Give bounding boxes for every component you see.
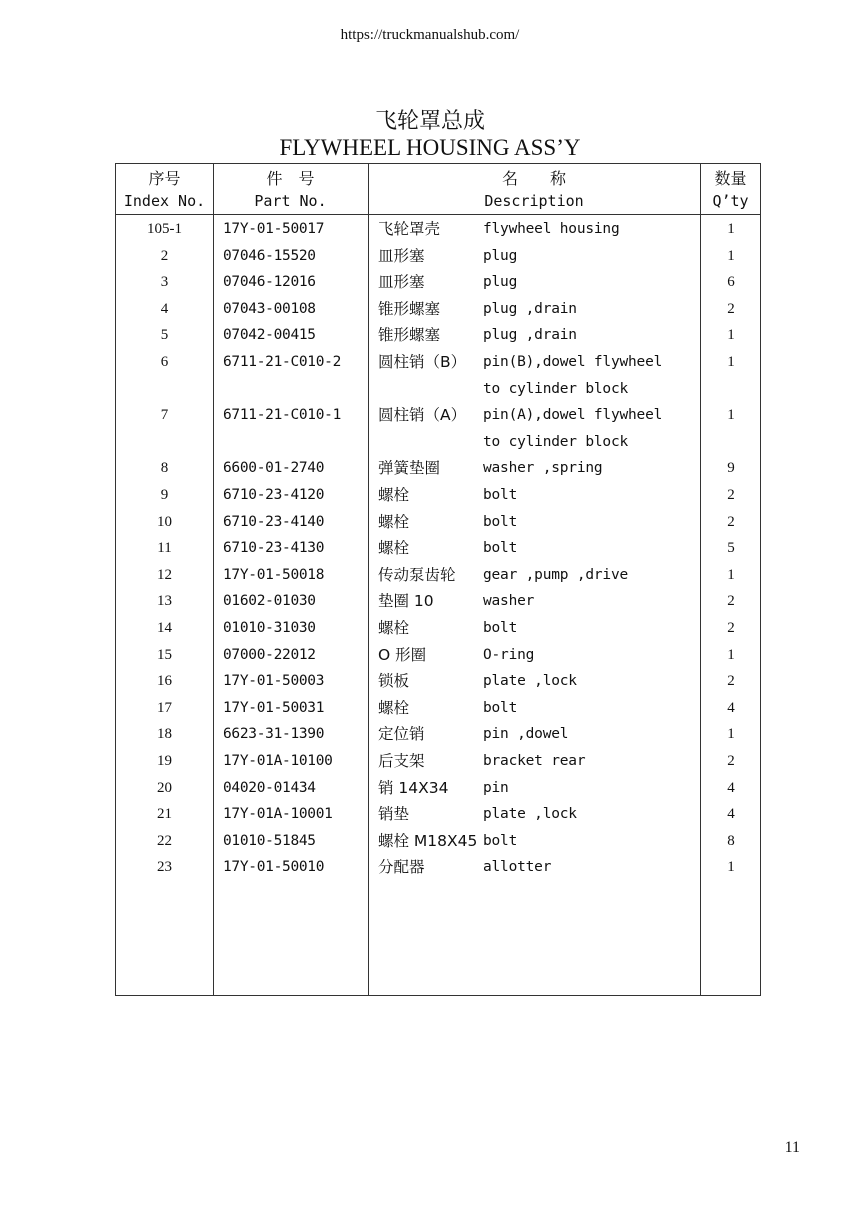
row-qty: 2 (727, 593, 735, 610)
row-name-en: gear ,pump ,drive (483, 566, 629, 583)
table-row (116, 562, 760, 589)
header-index-cn: 序号 (148, 169, 181, 188)
row-name-cn: 定位销 (378, 725, 425, 744)
row-part-number: 07043-00108 (223, 300, 316, 317)
row-index: 10 (157, 513, 172, 530)
row-qty: 1 (727, 247, 735, 264)
row-name-en: bolt (483, 487, 518, 503)
row-qty: 2 (727, 753, 735, 769)
row-name-en: bolt (483, 699, 518, 716)
row-name-en: plug ,drain (483, 300, 577, 317)
row-qty: 8 (727, 832, 735, 849)
row-name-en: washer (483, 593, 535, 610)
row-qty: 5 (727, 540, 735, 557)
row-name-cn: 螺栓 M18X45 (378, 831, 478, 850)
row-name-cn: 弹簧垫圈 (378, 459, 441, 478)
row-qty: 2 (727, 513, 735, 530)
row-part-number: 6711-21-C010-2 (223, 354, 342, 370)
row-part-number: 07042-00415 (223, 327, 316, 344)
row-name-en: pin(A),dowel flywheel (483, 407, 663, 424)
row-part-number: 17Y-01-50017 (223, 221, 325, 237)
row-index: 15 (157, 646, 172, 663)
row-name-cn: 销 14X34 (378, 778, 449, 797)
row-name-cn: 垫圈 10 (378, 592, 434, 611)
source-url[interactable]: https://truckmanualshub.com/ (340, 27, 520, 43)
row-qty: 1 (727, 354, 735, 370)
table-row (116, 615, 760, 642)
row-qty: 1 (727, 726, 735, 743)
row-name-en: plug ,drain (483, 327, 577, 344)
row-qty: 4 (727, 806, 735, 823)
row-name-en: bracket rear (483, 753, 586, 769)
row-name-cn: 传动泵齿轮 (378, 565, 456, 584)
row-index: 12 (157, 566, 172, 583)
table-row (116, 588, 760, 615)
page-title-english: FLYWHEEL HOUSING ASS’Y (279, 135, 581, 160)
header-part-en: Part No. (254, 192, 327, 210)
row-name-en: flywheel housing (483, 221, 620, 237)
row-name-cn: 后支架 (378, 752, 425, 770)
table-row (116, 748, 760, 775)
row-name-cn: 销垫 (378, 805, 410, 824)
row-name-en: plug (483, 247, 518, 264)
row-name-en: pin ,dowel (483, 726, 569, 743)
row-index: 13 (157, 593, 172, 610)
row-index: 6 (160, 354, 169, 370)
row-name-en: bolt (483, 832, 518, 849)
table-row (116, 801, 760, 828)
row-name-en: plug (483, 274, 518, 291)
row-part-number: 6710-23-4140 (223, 513, 325, 530)
row-name-en: O-ring (483, 646, 535, 663)
row-part-number: 17Y-01-50010 (223, 859, 325, 876)
row-name-en: bolt (483, 540, 518, 557)
row-part-number: 6711-21-C010-1 (223, 407, 342, 424)
row-name-cn: 皿形塞 (378, 273, 425, 292)
row-qty: 2 (727, 673, 735, 690)
row-index: 20 (157, 779, 172, 796)
table-row (116, 243, 760, 270)
table-row (116, 535, 760, 562)
row-index: 23 (157, 859, 172, 876)
header-part-cn: 件 号 (266, 169, 315, 188)
row-name-en: bolt (483, 513, 518, 530)
row-qty: 4 (727, 699, 735, 716)
table-row (116, 721, 760, 748)
row-part-number: 07000-22012 (223, 646, 316, 663)
row-name-cn: 锥形螺塞 (378, 326, 441, 345)
row-index: 19 (157, 753, 172, 769)
row-qty: 6 (727, 274, 735, 291)
row-part-number: 01010-51845 (223, 832, 316, 849)
row-qty: 1 (727, 327, 735, 344)
row-name-en-continued: to cylinder block (483, 433, 629, 450)
row-index: 2 (160, 247, 169, 264)
table-row (116, 695, 760, 722)
row-index: 105-1 (147, 221, 182, 237)
table-row (116, 296, 760, 323)
page-title-chinese: 飞轮罩总成 (374, 109, 485, 134)
row-qty: 1 (727, 566, 735, 583)
row-index: 16 (157, 673, 172, 690)
table-row (116, 642, 760, 669)
row-name-cn: 锁板 (378, 672, 410, 691)
table-row (116, 322, 760, 349)
row-name-en: pin(B),dowel flywheel (483, 354, 663, 370)
row-part-number: 17Y-01A-10100 (223, 753, 333, 769)
row-qty: 2 (727, 300, 735, 317)
row-part-number: 07046-12016 (223, 274, 316, 291)
header-description-cn: 名 称 (501, 169, 566, 188)
row-part-number: 01602-01030 (223, 593, 316, 610)
table-row (116, 854, 760, 881)
row-qty: 1 (727, 646, 735, 663)
row-name-cn: 锥形螺塞 (378, 299, 441, 318)
row-part-number: 17Y-01-50031 (223, 699, 325, 716)
row-index: 8 (160, 460, 169, 477)
row-index: 4 (160, 300, 169, 317)
header-part (213, 167, 368, 213)
row-name-en: pin (483, 779, 509, 796)
table-row (116, 775, 760, 802)
row-part-number: 6623-31-1390 (223, 726, 325, 743)
table-row (116, 216, 760, 243)
row-qty: 2 (727, 620, 735, 636)
row-name-en: bolt (483, 620, 518, 636)
parts-table (115, 163, 761, 996)
table-row (116, 482, 760, 509)
row-name-cn: 皿形塞 (378, 246, 425, 265)
row-index: 7 (160, 407, 169, 424)
table-row (116, 269, 760, 296)
row-index: 5 (160, 327, 169, 344)
row-name-en-continued: to cylinder block (483, 380, 629, 397)
row-part-number: 6600-01-2740 (223, 460, 325, 477)
header-qty-cn: 数量 (714, 169, 747, 188)
header-index (116, 167, 213, 213)
row-part-number: 6710-23-4120 (223, 487, 325, 503)
row-qty: 4 (727, 779, 735, 796)
row-name-cn: 螺栓 (378, 619, 410, 637)
row-part-number: 6710-23-4130 (223, 540, 325, 557)
row-name-cn: 螺栓 (378, 698, 410, 717)
header-description (368, 167, 700, 213)
table-row (116, 402, 760, 450)
page-number: 11 (784, 1139, 800, 1156)
row-qty: 1 (727, 859, 735, 876)
table-row (116, 509, 760, 536)
row-name-en: washer ,spring (483, 460, 603, 477)
row-name-cn: 螺栓 (378, 512, 410, 531)
row-qty: 9 (727, 460, 735, 477)
row-name-cn: O 形圈 (378, 645, 427, 664)
row-name-cn: 螺栓 (378, 486, 410, 504)
row-index: 3 (160, 274, 169, 291)
row-index: 11 (157, 540, 172, 557)
row-name-en: allotter (483, 859, 552, 876)
header-index-en: Index No. (123, 192, 206, 210)
row-name-cn: 分配器 (378, 858, 425, 877)
row-index: 14 (157, 620, 172, 636)
header-qty-en: Q’ty (712, 192, 749, 210)
row-name-cn: 飞轮罩壳 (378, 220, 441, 238)
header-divider (116, 214, 760, 215)
row-qty: 1 (727, 221, 735, 237)
row-part-number: 17Y-01-50018 (223, 566, 325, 583)
row-index: 9 (160, 487, 169, 503)
row-part-number: 07046-15520 (223, 247, 316, 264)
row-index: 22 (157, 832, 172, 849)
row-name-cn: 螺栓 (378, 539, 410, 558)
row-part-number: 17Y-01A-10001 (223, 806, 333, 823)
header-description-en: Description (484, 192, 584, 210)
row-qty: 2 (727, 487, 735, 503)
row-name-en: plate ,lock (483, 673, 577, 690)
row-qty: 1 (727, 407, 735, 424)
row-index: 21 (157, 806, 172, 823)
row-part-number: 04020-01434 (223, 779, 316, 796)
row-index: 17 (157, 699, 172, 716)
table-row (116, 349, 760, 397)
row-part-number: 01010-31030 (223, 620, 316, 636)
row-index: 18 (157, 726, 172, 743)
row-name-en: plate ,lock (483, 806, 577, 823)
row-name-cn: 圆柱销（A） (378, 406, 467, 425)
table-row (116, 455, 760, 482)
table-row (116, 828, 760, 855)
table-row (116, 668, 760, 695)
row-part-number: 17Y-01-50003 (223, 673, 325, 690)
header-qty (700, 167, 761, 213)
row-name-cn: 圆柱销（B） (378, 353, 467, 371)
